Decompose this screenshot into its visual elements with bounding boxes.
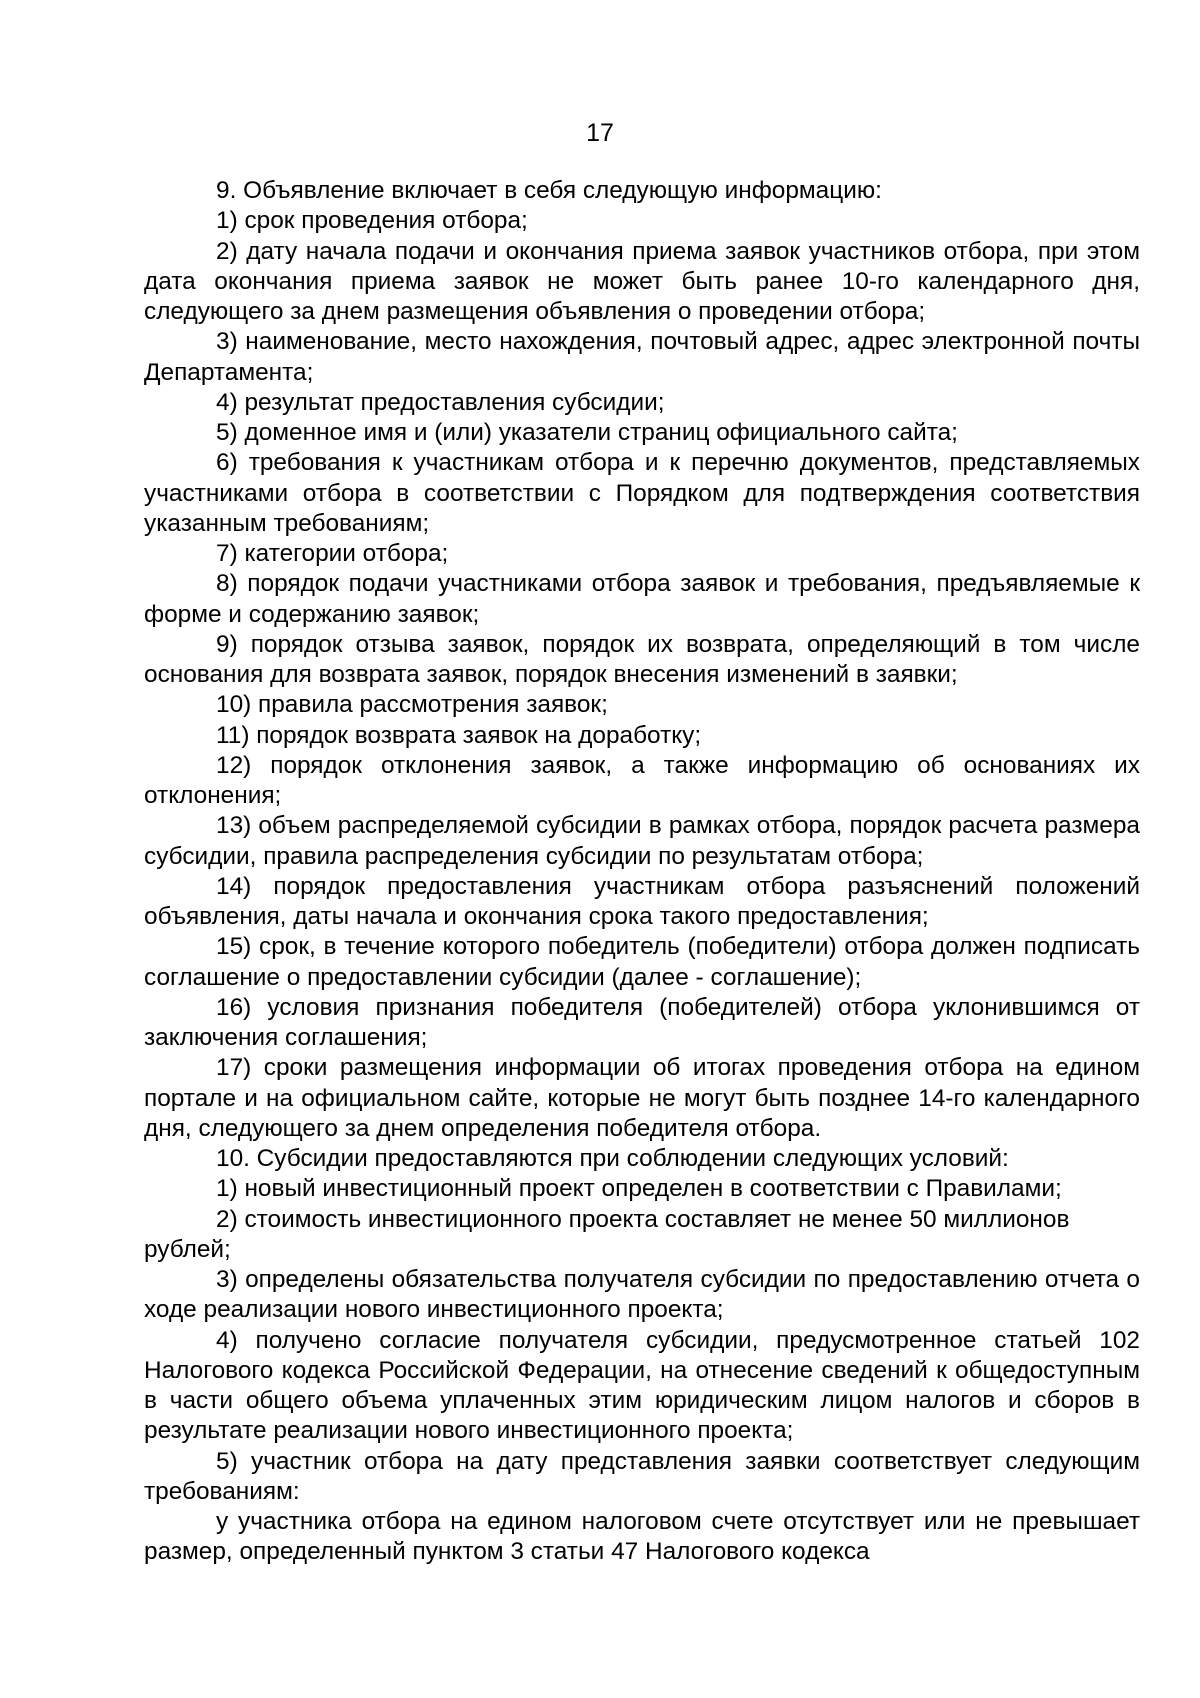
paragraph: 3) определены обязательства получателя субсидии по предоставлению отчета о ходе реализации нового инвестиционного проекта; [144,1266,1140,1324]
paragraph: 10) правила рассмотрения заявок; [216,691,608,719]
paragraph: 3) наименование, место нахождения, почтовый адрес, адрес электронной почты Департамента; [144,328,1140,386]
paragraph: 10. Субсидии предоставляются при соблюдении следующих условий: [216,1145,1009,1172]
paragraph: 11) порядок возврата заявок на доработку; [216,721,702,749]
paragraph: 1) новый инвестиционный проект определен в соответствии с Правилами; [216,1175,1062,1203]
paragraph: 9) порядок отзыва заявок, порядок их возврата, определяющий в том числе основания для возврата заявок, порядок внесения изменений в заявки; [144,630,1140,688]
paragraph: 6) требования к участникам отбора и к перечню документов, представляемых участниками отбора в соответствии с Порядком для подтверждения соответствия указанным требованиям; [144,449,1140,537]
paragraph: 15) срок, в течение которого победитель (победители) отбора должен подписать соглашение о предоставлении субсидии (далее - соглашение); [144,933,1140,991]
paragraph: 2) стоимость инвестиционного проекта составляет не менее 50 миллионов рублей; [144,1205,1070,1263]
paragraph: 8) порядок подачи участниками отбора заявок и требования, предъявляемые к форме и содержанию заявок; [144,570,1140,628]
paragraph: 16) условия признания победителя (победителей) отбора уклонившимся от заключения соглашения; [144,993,1140,1051]
paragraph: у участника отбора на едином налоговом счете отсутствует или не превышает размер, определенный пунктом 3 статьи 47 Налогового кодекса [144,1508,1140,1566]
paragraph: 1) срок проведения отбора; [216,207,528,235]
paragraph: 2) дату начала подачи и окончания приема заявок участников отбора, при этом дата окончания приема заявок не может быть ранее 10-го календарного дня, следующего за днем размещения объявления о проведении отбора; [144,237,1140,325]
paragraph: 5) доменное имя и (или) указатели страниц официального сайта; [216,419,958,446]
paragraph: 17) сроки размещения информации об итогах проведения отбора на едином портале и на официальном сайте, которые не могут быть позднее 14-го календарного дня, следующего за днем определения победителя отбора. [144,1054,1140,1142]
paragraph: 4) результат предоставления субсидии; [216,388,665,416]
paragraph: 9. Объявление включает в себя следующую информацию: [216,177,882,204]
paragraph: 13) объем распределяемой субсидии в рамках отбора, порядок расчета размера субсидии, правила распределения субсидии по результатам отбора; [144,812,1140,870]
paragraph: 4) получено согласие получателя субсидии, предусмотренное статьей 102 Налогового кодекса Российской Федерации, на отнесение сведений к общедоступным в части общего объема уплаченных этим юридическим лицом налогов и сборов в результате реализации нового инвестиционного проекта; [144,1326,1140,1445]
paragraph: 7) категории отбора; [216,540,449,567]
paragraph: 5) участник отбора на дату представления заявки соответствует следующим требованиям: [144,1447,1140,1505]
paragraph: 14) порядок предоставления участникам отбора разъяснений положений объявления, даты начала и окончания срока такого предоставления; [144,872,1140,930]
document-body [144,176,1140,1568]
paragraph: 12) порядок отклонения заявок, а также информацию об основаниях их отклонения; [144,751,1140,809]
page-number: 17 [586,119,614,147]
